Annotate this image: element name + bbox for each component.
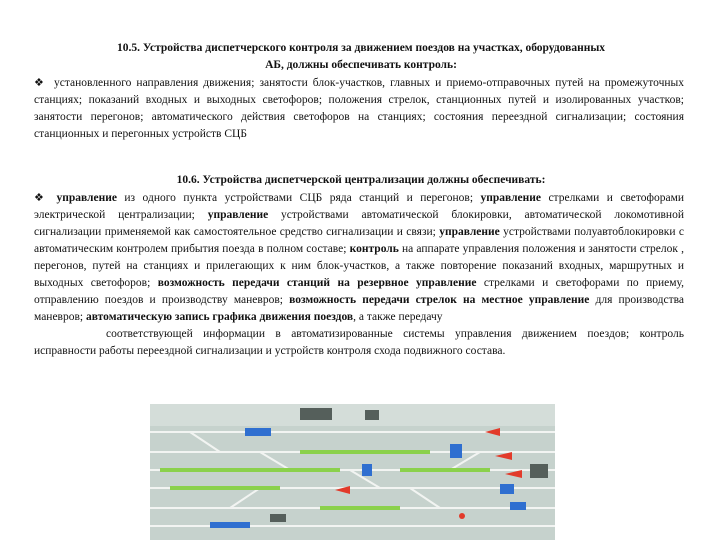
emphasis-term: управление [207,209,269,221]
body-text: устройствами автоматической блокировки, автоматической локомотивной сигнализации применяемой как самостоятельное средство сигнализации и связи; [34,209,684,238]
body-text: стрелками и светофорами по приему, отправлению поездов и производству маневров; [34,277,684,306]
panel-top-band [150,404,555,426]
dispatch-panel-drawing [150,404,555,540]
emphasis-term: управление [480,192,541,204]
section-10-6-title: 10.6. Устройства диспетчерской централизации должны обеспечивать: [176,174,546,186]
section-10-6-body [34,189,684,360]
body-text: для производства маневров; [34,294,684,323]
section-10-5-text: установленного направления движения; занятости блок-участков, главных и приемо-отправочных путей на промежуточных станциях; показаний входных и выходных светофоров; положения стрелок, станционных путей и изолированных участков; занятости перегонов; автоматического действия светофоров на станциях; состояния переездной сигнализации; состояния станционных и перегонных устройств СЦБ [34,77,684,140]
emphasis-term: возможность передачи станций на резервное управление [157,277,477,289]
body-text: устройствами полуавтоблокировки с автоматическим контролем прибытия поезда в полном составе; [34,226,684,255]
emphasis-term: управление [439,226,500,238]
emphasis-term: контроль [349,243,399,255]
section-10-6-text [34,192,684,323]
section-10-5-title [36,40,686,74]
emphasis-term: управление [56,192,117,204]
body-text: на аппарате управления положения и занятости стрелок , перегонов, путей на станциях и прилегающих к ним блок-участков, а также повторение показаний входных, маршрутных и выходных светофоров; [34,243,684,289]
section-10-5-title-line2: АБ, должны обеспечивать контроль: [265,59,457,71]
dispatch-panel-photo [150,404,555,540]
emphasis-term: возможность передачи стрелок на местное управление [289,294,590,306]
body-text: стрелками и светофорами электрической централизации; [34,192,684,221]
diamond-bullet-icon: ❖ [34,76,47,89]
emphasis-term: автоматическую запись графика движения поездов [86,311,354,323]
body-text: из одного пункта устройствами СЦБ ряда станций и перегонов; [116,192,481,204]
body-text: , а также передачу [353,311,443,323]
section-10-5-title-line1: 10.5. Устройства диспетчерского контроля за движением поездов на участках, оборудованных [116,42,606,54]
diamond-bullet-icon: ❖ [34,191,49,204]
section-10-6-tail: соответствующей информации в автоматизированные системы управления движением поездов; контроль исправности работы переездной сигнализации и устройств контроля схода подвижного состава. [34,328,684,357]
section-10-5-body [34,74,684,143]
